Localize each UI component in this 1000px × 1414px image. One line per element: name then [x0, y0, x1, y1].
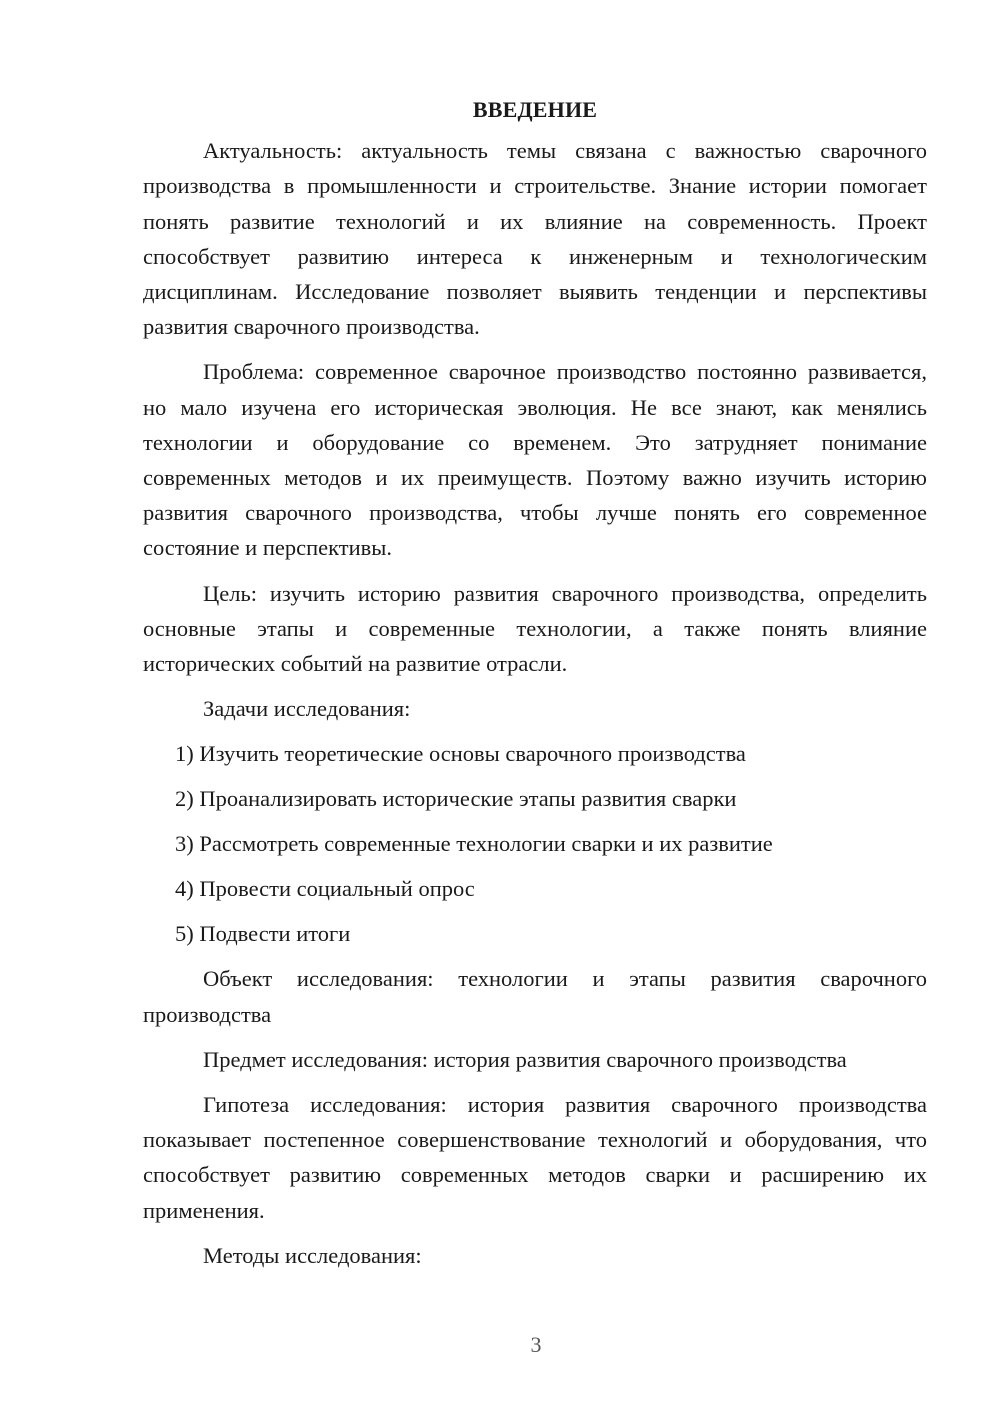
- paragraph-hypothesis: Гипотеза исследования: история развития сварочного производства показывает постепенное совершенствование технологий и оборудования, что способствует развитию современных методов сварки и расширению их применения.: [143, 1092, 927, 1223]
- paragraph-goal: Цель: изучить историю развития сварочного производства, определить основные этапы и современные технологии, а также понять влияние исторических событий на развитие отрасли.: [143, 580, 927, 677]
- list-item: 4) Провести социальный опрос: [175, 876, 475, 902]
- list-item: 5) Подвести итоги: [175, 921, 351, 947]
- list-item: 3) Рассмотреть современные технологии сварки и их развитие: [175, 831, 773, 857]
- document-page: [143, 92, 927, 1273]
- paragraph-problem: Проблема: современное сварочное производство постоянно развивается, но мало изучена его историческая эволюция. Не все знают, как менялись технологии и оборудование со временем. Это затрудняет понимание современных методов и их преимуществ. Поэтому важно изучить историю развития сварочного производства, чтобы лучше понять его современное состояние и перспективы.: [143, 359, 927, 561]
- paragraph-tasks-heading: Задачи исследования:: [203, 696, 411, 722]
- section-title: ВВЕДЕНИЕ: [472, 97, 598, 122]
- paragraph-object: Объект исследования: технологии и этапы развития сварочного производства: [143, 966, 927, 1027]
- list-item: 1) Изучить теоретические основы сварочного производства: [175, 741, 746, 767]
- paragraph-subject: Предмет исследования: история развития сварочного производства: [203, 1046, 847, 1072]
- paragraph-relevance: Актуальность: актуальность темы связана с важностью сварочного производства в промышленности и строительстве. Знание истории помогает понять развитие технологий и их влияние на современность. Проект способствует развитию интереса к инженерным и технологическим дисциплинам. Исследование позволяет выявить тенденции и перспективы развития сварочного производства.: [143, 138, 927, 340]
- list-item: 2) Проанализировать исторические этапы развития сварки: [175, 786, 737, 812]
- page-number: 3: [530, 1332, 542, 1357]
- paragraph-methods-heading: Методы исследования:: [203, 1242, 422, 1268]
- tasks-list: [143, 736, 927, 951]
